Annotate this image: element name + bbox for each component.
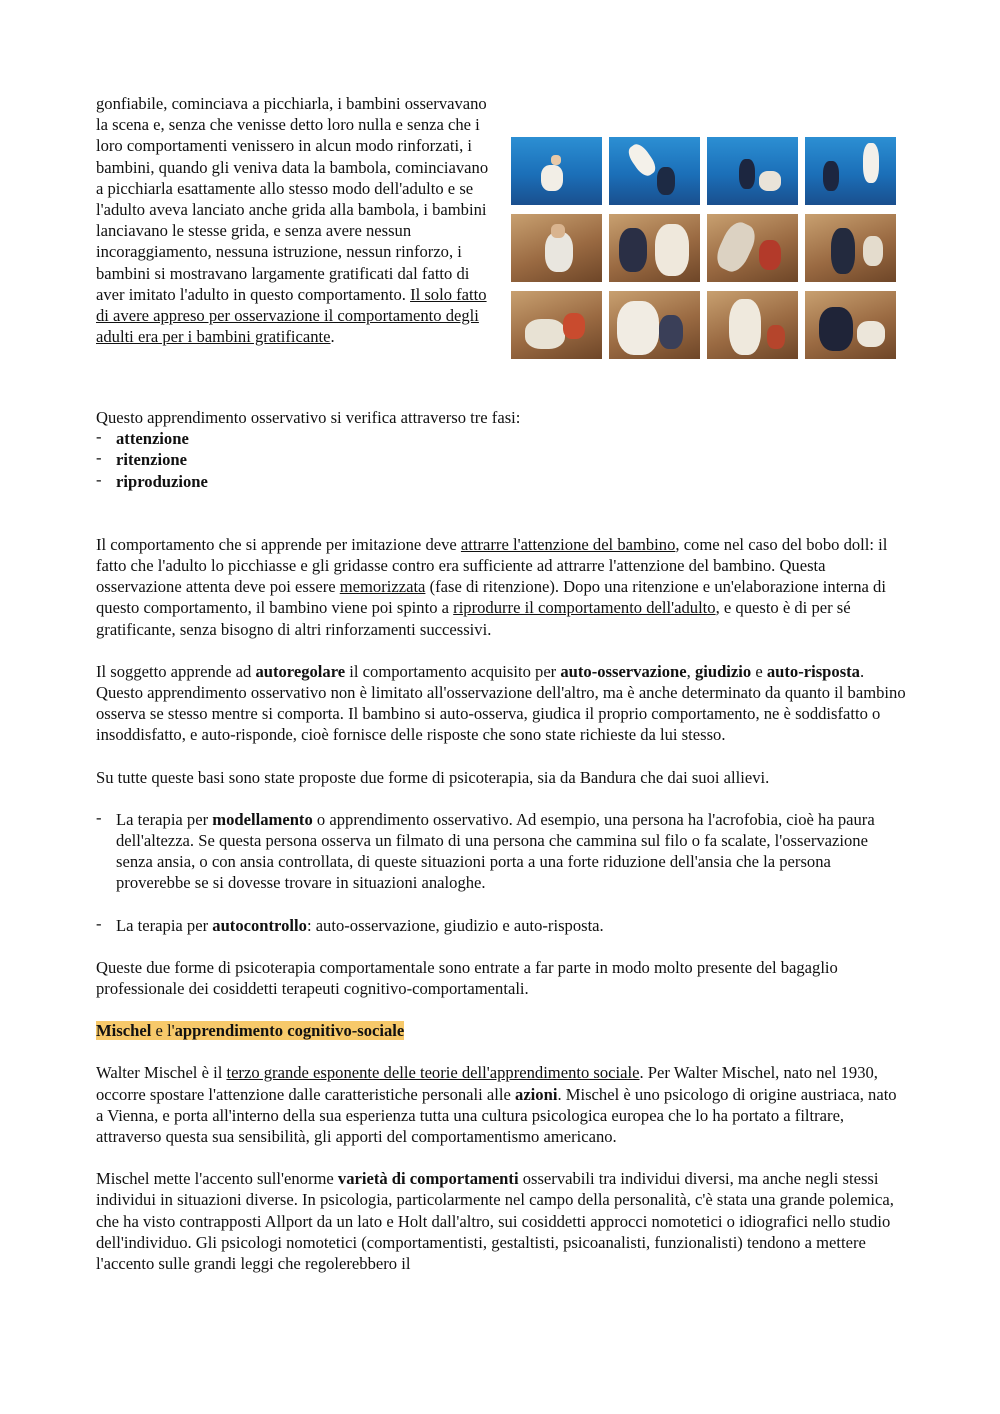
paragraph-autoregolare bbox=[96, 661, 906, 746]
phase-label: riproduzione bbox=[116, 471, 208, 491]
photo-frame bbox=[609, 137, 700, 205]
photo-frame bbox=[707, 137, 798, 205]
text-run: La terapia per bbox=[116, 809, 213, 829]
phase-item bbox=[96, 428, 906, 449]
heading-bold-run: apprendimento cognitivo-sociale bbox=[174, 1021, 405, 1041]
intro-text: gonfiabile, cominciava a picchiarla, i bambini osservavano la scena e, senza che venisse detto loro nulla e senza che i loro comportamenti venissero in alcun modo rinforzati, i bambini, quando gli veniva data la bambola, cominciavano a picchiarla esattamente allo stesso modo dell'adulto e se l'adulto aveva lanciato anche grida alla bambola, i bambini lanciavano le stesse grida, e senza avere nessun incoraggiamento, nessuna istruzione, nessun rinforzo, i bambini si mostravano largamente gratificati dal fatto di aver imitato l'adulto in questo comportamento. bbox=[96, 94, 489, 304]
heading-bold-run: Mischel bbox=[96, 1021, 152, 1041]
text-run: Il comportamento che si apprende per imitazione deve bbox=[96, 534, 461, 554]
paragraph-mischel-intro bbox=[96, 1062, 906, 1147]
text-run: (fase di ritenzione). Dopo una ritenzione e un'elaborazione interna di questo comportamento, il bambino viene poi spinto a bbox=[96, 577, 886, 618]
text-run: . Per Walter Mischel, nato nel 1930, occorre spostare l'attenzione dalle caratteristiche personali alle bbox=[96, 1063, 878, 1104]
text-run: il comportamento acquisito per bbox=[345, 661, 561, 681]
bold-run: auto-risposta bbox=[766, 661, 860, 681]
section-heading-highlight bbox=[96, 1021, 404, 1040]
paragraph-forme: Queste due forme di psicoterapia comportamentale sono entrate a far parte in modo molto presente del bagaglio professionale dei cosiddetti terapeuti cognitivo-comportamentali. bbox=[96, 957, 838, 999]
text-run: , e questo è di per sé gratificante, senza bisogno di altri rinforzamenti successivi. bbox=[96, 598, 851, 639]
text-run: e bbox=[751, 661, 767, 681]
bold-run: autoregolare bbox=[255, 661, 346, 681]
text-run: La terapia per bbox=[116, 915, 213, 935]
bobo-doll-experiment-photo bbox=[511, 137, 897, 359]
text-run: . Questo apprendimento osservativo non è limitato all'osservazione dell'altro, ma è anche determinato da quanto il bambino osserva se stesso mentre si comporta. Il bambino si auto-osserva, giudica il proprio comportamento, ne è soddisfatto o insoddisfatto, e auto-risponde, cioè fornisce delle risposte che sono state richieste da lui stesso. bbox=[96, 661, 906, 745]
text-run: osservabili tra individui diversi, ma anche negli stessi individui in situazioni diverse. In psicologia, particolarmente nel campo della personalità, c'è stata una grande polemica, che ha visto contrapposti Allport da un lato e Holt dall'altro, sui cosiddetti approcci nomotetici o idiografici nello studio dell'individuo. Gli psicologi nomotetici (comportamentisti, gestaltisti, psicoanalisti, funzionalisti) tendono a mettere l'accento sulle grandi leggi che regolerebbero il bbox=[96, 1169, 894, 1274]
paragraph-basi: Su tutte queste basi sono state proposte due forme di psicoterapia, sia da Bandura che dai suoi allievi. bbox=[96, 767, 770, 787]
photo-frame bbox=[805, 137, 896, 205]
bold-run: modellamento bbox=[212, 809, 313, 829]
paragraph-mischel-varieta bbox=[96, 1168, 906, 1274]
photo-frame bbox=[707, 214, 798, 282]
intro-paragraph bbox=[96, 93, 491, 347]
therapy-item-autocontrollo bbox=[96, 915, 906, 936]
photo-frame bbox=[609, 291, 700, 359]
intro-underlined-text: Il solo fatto di avere appreso per osservazione il comportamento degli adulti era per i bambini gratificante bbox=[96, 284, 487, 347]
underlined-run: riprodurre il comportamento dell'adulto bbox=[453, 598, 716, 618]
bold-run: azioni bbox=[515, 1084, 558, 1104]
photo-frame bbox=[805, 214, 896, 282]
photo-frame bbox=[511, 214, 602, 282]
text-run: , bbox=[686, 661, 695, 681]
underlined-run: terzo grande esponente delle teorie dell'apprendimento sociale bbox=[226, 1063, 640, 1083]
text-run: , come nel caso del bobo doll: il fatto che l'adulto lo picchiasse e gli gridasse contro era sufficiente ad attrarre l'attenzione del bambino. Questa osservazione attenta deve poi essere bbox=[96, 534, 888, 597]
underlined-run: attrarre l'attenzione del bambino bbox=[460, 534, 676, 554]
paragraph-imitazione bbox=[96, 534, 906, 640]
photo-frame bbox=[609, 214, 700, 282]
bold-run: varietà di comportamenti bbox=[337, 1169, 519, 1189]
phase-label: ritenzione bbox=[116, 450, 187, 470]
text-run: : auto-osservazione, giudizio e auto-risposta. bbox=[306, 915, 604, 935]
phase-item bbox=[96, 471, 906, 492]
underlined-run: memorizzata bbox=[339, 577, 426, 597]
phase-item bbox=[96, 449, 906, 470]
heading-text-run: e l' bbox=[151, 1021, 175, 1041]
photo-frame bbox=[707, 291, 798, 359]
photo-frame bbox=[511, 137, 602, 205]
text-run: Mischel mette l'accento sull'enorme bbox=[96, 1169, 338, 1189]
main-text bbox=[96, 407, 906, 1274]
therapy-item-modellamento bbox=[96, 809, 906, 894]
intro-end: . bbox=[330, 327, 335, 347]
phases-lead: Questo apprendimento osservativo si verifica attraverso tre fasi: bbox=[96, 408, 521, 427]
text-run: Walter Mischel è il bbox=[96, 1063, 227, 1083]
text-run: o apprendimento osservativo. Ad esempio, una persona ha l'acrofobia, cioè ha paura dell'altezza. Se questa persona osserva un filmato di una persona che cammina sul filo o fa scalate, l'osservazione senza ansia, o con ansia controllata, di queste situazioni porta a una forte riduzione dell'ansia che la persona proverebbe se si dovesse trovare in situazioni analoghe. bbox=[116, 809, 875, 893]
text-run: Il soggetto apprende ad bbox=[96, 661, 256, 681]
bold-run: auto-osservazione bbox=[560, 661, 687, 681]
photo-frame bbox=[511, 291, 602, 359]
photo-frame bbox=[805, 291, 896, 359]
text-run: . Mischel è uno psicologo di origine austriaca, nato a Vienna, e porta all'interno della sua esperienza tutta una cultura psicologica europea che lo ha portato a filtrare, attraverso questa sua sensibilità, gli apporti del comportamentismo americano. bbox=[96, 1084, 897, 1147]
section-heading bbox=[96, 1020, 906, 1041]
bold-run: giudizio bbox=[694, 661, 752, 681]
bold-run: autocontrollo bbox=[212, 915, 307, 935]
phase-label: attenzione bbox=[116, 429, 189, 449]
